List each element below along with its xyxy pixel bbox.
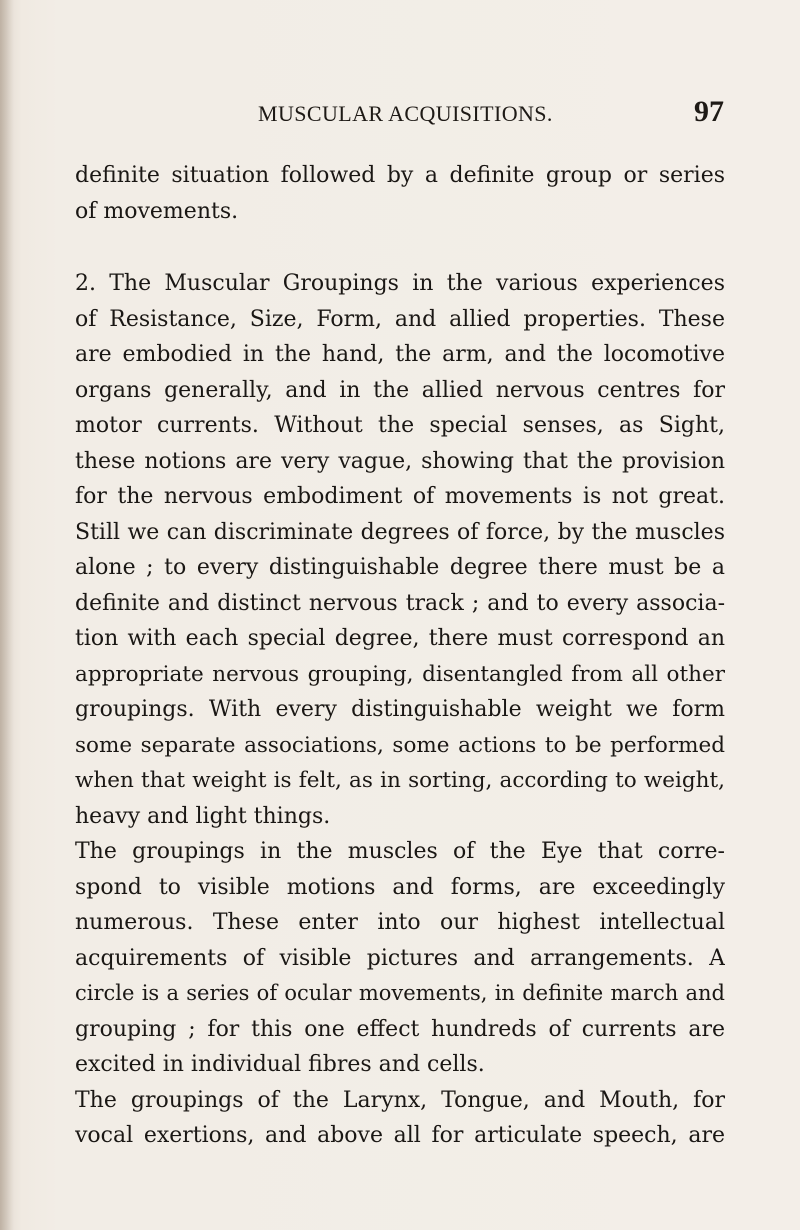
text-line: The groupings of the Larynx, Tongue, and Mouth, for — [75, 1087, 725, 1113]
text-line: of Resistance, Size, Form, and allied properties. These — [75, 306, 725, 332]
paragraph-gap — [75, 229, 725, 266]
text-line: motor currents. Without the special senses, as Sight, — [75, 413, 725, 438]
text-line: are embodied in the hand, the arm, and the locomotive — [75, 342, 725, 367]
text-line: spond to visible motions and forms, are exceedingly — [75, 874, 725, 900]
text-line: tion with each special degree, there must correspond an — [75, 626, 725, 651]
text-line: of movements. — [75, 198, 239, 224]
text-line: numerous. These enter into our highest intellectual — [75, 910, 725, 935]
text-line: when that weight is felt, as in sorting, according to weight, — [75, 768, 725, 793]
text-line: acquirements of visible pictures and arrangements. A — [75, 945, 725, 971]
text-line: vocal exertions, and above all for articulate speech, are — [75, 1123, 725, 1148]
text-line: definite situation followed by a definite group or series — [75, 163, 725, 188]
text-line: definite and distinct nervous track ; and to every associa- — [75, 590, 725, 616]
text-line: Still we can discriminate degrees of force, by the muscles — [75, 519, 725, 545]
text-line: excited in individual fibres and cells. — [75, 1052, 485, 1077]
text-line: 2. The Muscular Groupings in the various experiences — [75, 271, 725, 296]
text-line: heavy and light things. — [75, 803, 331, 829]
text-line: grouping ; for this one effect hundreds of currents are — [75, 1016, 725, 1042]
text-line: circle is a series of ocular movements, in definite march and — [75, 981, 725, 1005]
text-line: for the nervous embodiment of movements is not great. — [75, 484, 725, 509]
page-number: 97 — [694, 95, 724, 128]
running-head — [0, 95, 800, 135]
text-line: some separate associations, some actions to be performed — [75, 732, 725, 758]
running-title: MUSCULAR ACQUISITIONS. — [258, 101, 553, 126]
text-line: these notions are very vague, showing that the provision — [75, 448, 725, 474]
spine-shadow — [0, 0, 14, 1230]
body-text — [75, 158, 725, 1154]
text-line: groupings. With every distinguishable weight we form — [75, 697, 725, 722]
text-line: appropriate nervous grouping, disentangled from all other — [75, 661, 725, 687]
text-line: The groupings in the muscles of the Eye that corre- — [75, 839, 725, 864]
text-line: organs generally, and in the allied nervous centres for — [75, 377, 725, 403]
text-line: alone ; to every distinguishable degree there must be a — [75, 555, 725, 580]
